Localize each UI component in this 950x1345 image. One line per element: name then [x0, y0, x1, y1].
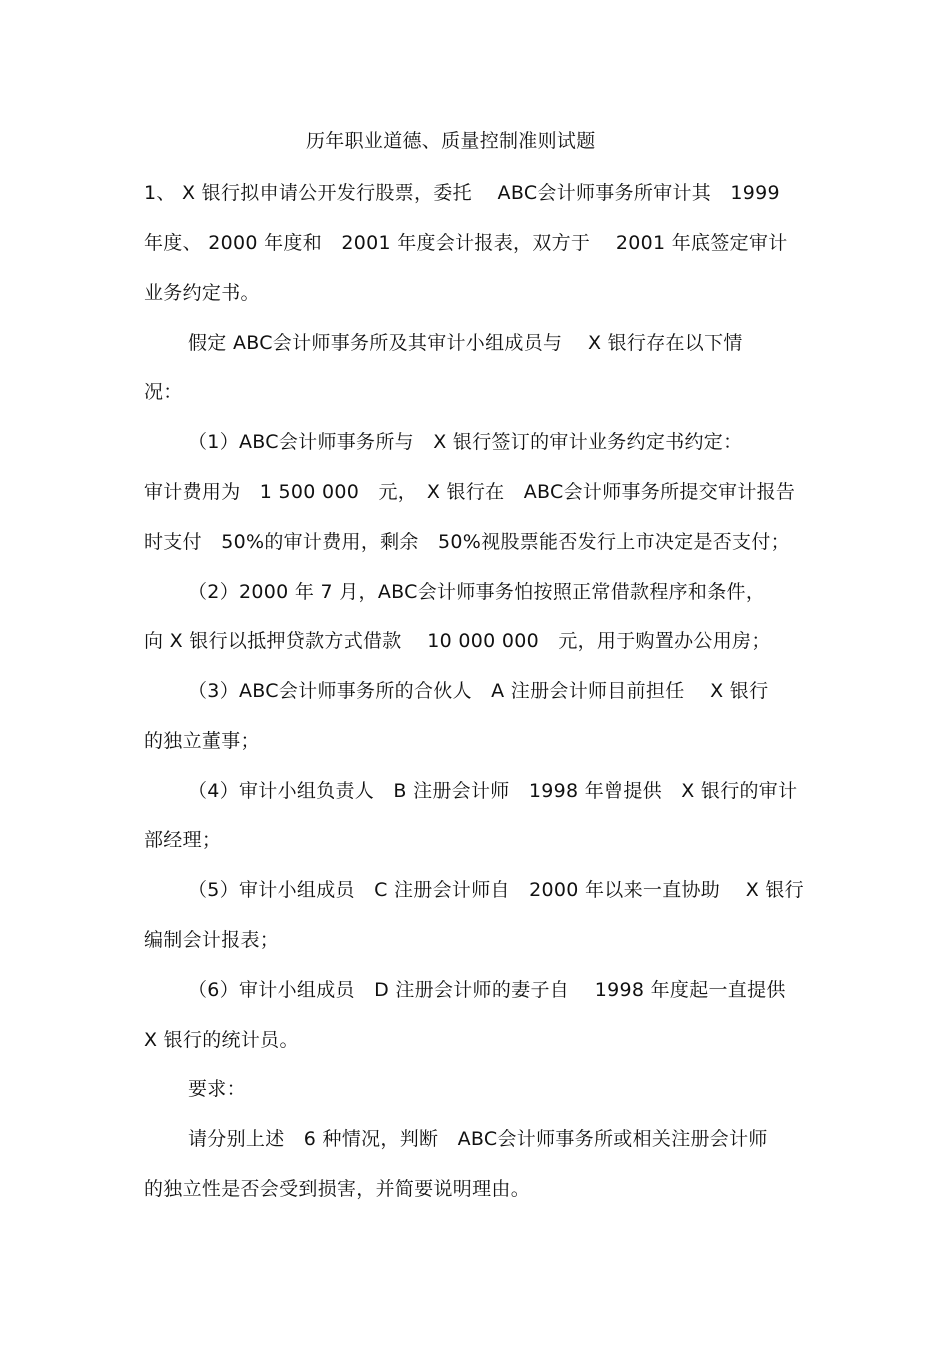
paragraph-line: 审计费用为 1 500 000 元， X 银行在 ABC会计师事务所提交审计报告	[144, 481, 796, 503]
paragraph-line: 部经理；	[144, 829, 222, 851]
paragraph-line: 年度、 2000 年度和 2001 年度会计报表，双方于 2001 年底签定审计	[144, 232, 788, 254]
paragraph-line: 的独立董事；	[144, 730, 260, 752]
paragraph-line: （1）ABC会计师事务所与 X 银行签订的审计业务约定书约定：	[188, 431, 743, 453]
requirement-label: 要求：	[188, 1078, 246, 1100]
paragraph-line: 编制会计报表；	[144, 929, 280, 951]
paragraph-line: X 银行的统计员。	[144, 1029, 299, 1051]
paragraph-line: 的独立性是否会受到损害，并简要说明理由。	[144, 1178, 531, 1200]
paragraph-line: 1、 X 银行拟申请公开发行股票，委托 ABC会计师事务所审计其 1999	[144, 182, 780, 204]
paragraph-line: （5）审计小组成员 C 注册会计师自 2000 年以来一直协助 X 银行	[188, 879, 804, 901]
paragraph-line: （4）审计小组负责人 B 注册会计师 1998 年曾提供 X 银行的审计	[188, 780, 798, 802]
paragraph-line: 业务约定书。	[144, 282, 260, 304]
paragraph-line: 假定 ABC会计师事务所及其审计小组成员与 X 银行存在以下情	[188, 332, 743, 354]
paragraph-line: 况：	[144, 381, 183, 403]
paragraph-line: 请分别上述 6 种情况，判断 ABC会计师事务所或相关注册会计师	[188, 1128, 768, 1150]
paragraph-line: （3）ABC会计师事务所的合伙人 A 注册会计师目前担任 X 银行	[188, 680, 769, 702]
paragraph-line: 向 X 银行以抵押贷款方式借款 10 000 000 元，用于购置办公用房；	[144, 630, 771, 652]
paragraph-line: （6）审计小组成员 D 注册会计师的妻子自 1998 年度起一直提供	[188, 979, 786, 1001]
paragraph-line: （2）2000 年 7 月，ABC会计师事务怕按照正常借款程序和条件，	[188, 581, 766, 603]
document-title: 历年职业道德、质量控制准则试题	[306, 130, 596, 152]
paragraph-line: 时支付 50%的审计费用，剩余 50%视股票能否发行上市决定是否支付；	[144, 531, 790, 553]
